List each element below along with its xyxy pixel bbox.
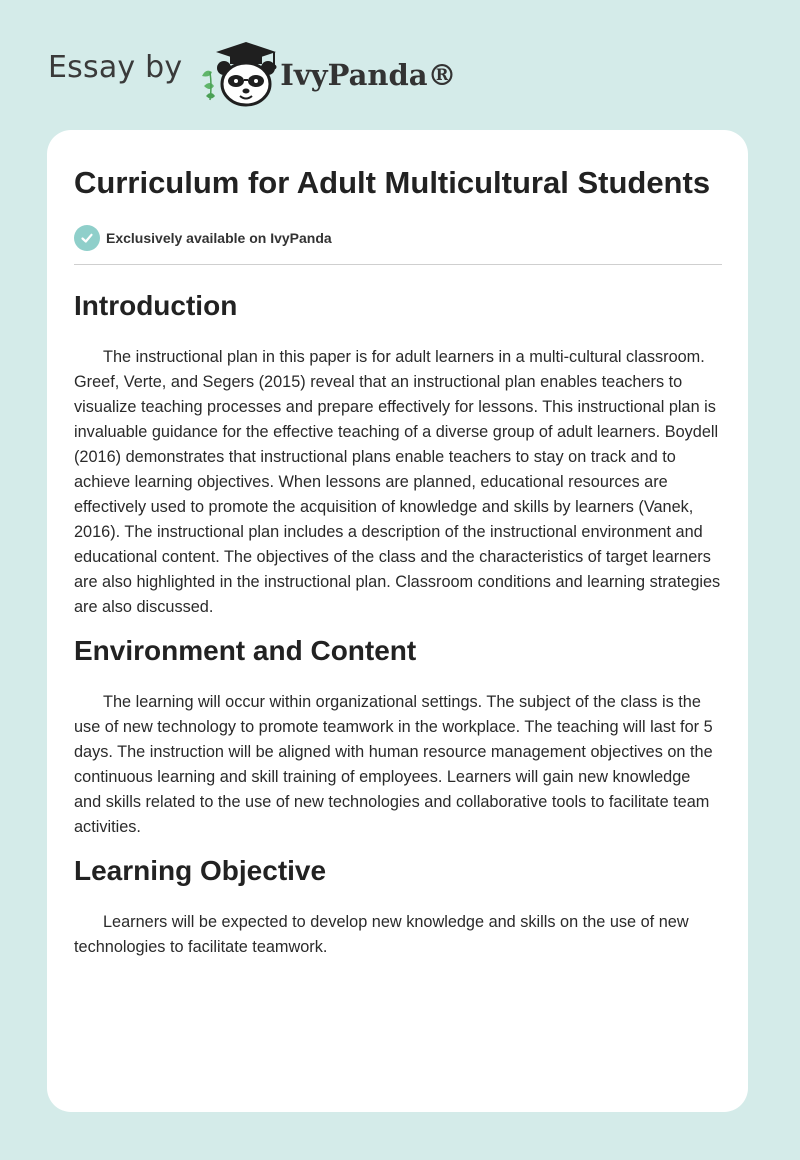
section-body-objective: Learners will be expected to develop new knowledge and skills on the use of new technologies to facilitate teamwork. — [74, 913, 689, 956]
panda-logo-icon[interactable] — [194, 36, 286, 108]
site-header — [48, 36, 457, 108]
section-body-environment: The learning will occur within organizational settings. The subject of the class is the use of new technology to promote teamwork in the workplace. The teaching will last for 5 days. The instruction will be aligned with human resource management objectives on the continuous learning and skill training of employees. Learners will gain new knowledge and skills related to the use of new technologies and collaborative tools to facilitate team activities. — [74, 693, 713, 836]
essay-card — [47, 130, 748, 1112]
section-heading-environment: Environment and Content — [74, 635, 417, 666]
page-title: Curriculum for Adult Multicultural Students — [74, 165, 711, 200]
section-body-introduction: The instructional plan in this paper is for adult learners in a multi-cultural classroom. Greef, Verte, and Segers (2015) reveal that an instructional plan enables teachers to visualize teaching processes and prepare effectively for lessons. This instructional plan is invaluable guidance for the effective teaching of a diverse group of adult learners. Boydell (2016) demonstrates that instructional plans enable teachers to stay on track and to achieve learning objectives. When lessons are planned, educational resources are effectively used to promote the acquisition of knowledge and skills by learners (Vanek, 2016). The instructional plan includes a description of the instructional environment and educational content. The objectives of the class and the characteristics of target learners are also highlighted in the instructional plan. Classroom conditions and learning strategies are also discussed. — [74, 348, 721, 616]
exclusive-badge-label: Exclusively available on IvyPanda — [106, 230, 332, 246]
ivy-leaf-icon — [202, 71, 215, 100]
section-heading-objective: Learning Objective — [74, 855, 327, 886]
essay-by-label: Essay by — [48, 50, 183, 85]
brand-name[interactable]: IvyPanda® — [280, 57, 457, 92]
check-icon — [74, 225, 100, 251]
section-heading-introduction: Introduction — [74, 290, 238, 321]
exclusive-badge — [74, 224, 722, 252]
divider — [74, 264, 722, 265]
